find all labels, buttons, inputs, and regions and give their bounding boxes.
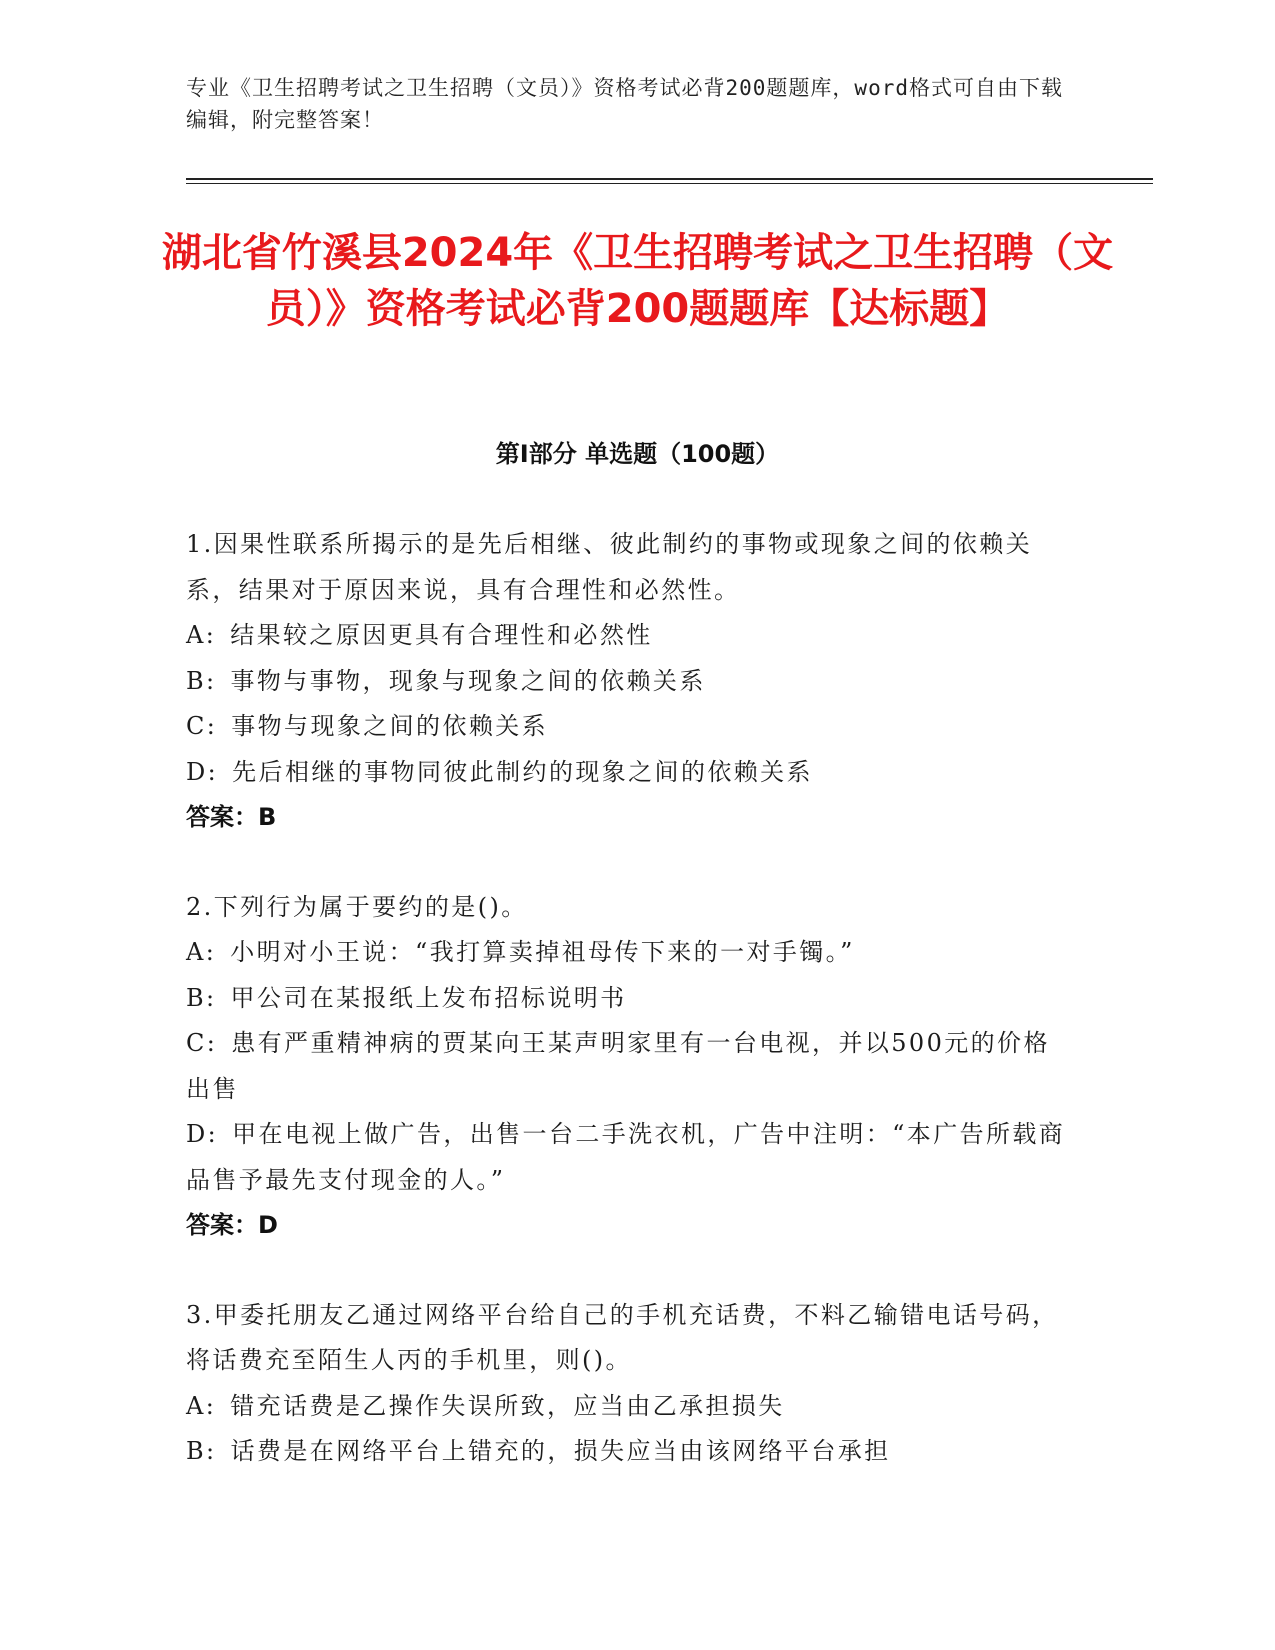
option-b bbox=[186, 659, 1066, 705]
option-label: A: bbox=[186, 621, 217, 649]
option-label: C: bbox=[186, 712, 218, 740]
option-label: C: bbox=[186, 1029, 218, 1057]
option-label: A: bbox=[186, 938, 217, 966]
question-list bbox=[186, 522, 1066, 1519]
option-text: 事物与事物，现象与现象之间的依赖关系 bbox=[230, 666, 706, 695]
option-b bbox=[186, 1429, 1066, 1475]
option-text: 甲公司在某报纸上发布招标说明书 bbox=[230, 983, 627, 1012]
option-text: 甲在电视上做广告，出售一台二手洗衣机，广告中注明：“本广告所载商品售予最先支付现金的人。” bbox=[186, 1120, 1066, 1194]
option-text: 话费是在网络平台上错充的，损失应当由该网络平台承担 bbox=[230, 1437, 891, 1465]
option-text: 患有严重精神病的贾某向王某声明家里有一台电视，并以500元的价格出售 bbox=[186, 1029, 1050, 1103]
option-d bbox=[186, 1112, 1066, 1203]
header-rule-thick bbox=[186, 178, 1153, 180]
option-label: D: bbox=[186, 1120, 219, 1148]
answer-key: 答案：D bbox=[186, 1211, 278, 1239]
header-note: 专业《卫生招聘考试之卫生招聘（文员）》资格考试必背200题题库，word格式可自由下载编辑，附完整答案！ bbox=[186, 76, 1063, 132]
question-2 bbox=[186, 885, 1066, 1249]
option-text: 小明对小王说：“我打算卖掉祖母传下来的一对手镯。” bbox=[230, 938, 855, 966]
question-3 bbox=[186, 1293, 1066, 1475]
question-stem: 2.下列行为属于要约的是()。 bbox=[186, 892, 528, 921]
option-c bbox=[186, 704, 1066, 750]
option-d bbox=[186, 750, 1066, 796]
document-title: 湖北省竹溪县2024年《卫生招聘考试之卫生招聘（文员）》资格考试必背200题题库【达标题】 bbox=[161, 230, 1114, 332]
option-label: B: bbox=[186, 666, 217, 695]
option-b bbox=[186, 976, 1066, 1022]
question-stem: 1.因果性联系所揭示的是先后相继、彼此制约的事物或现象之间的依赖关系，结果对于原因来说，具有合理性和必然性。 bbox=[186, 530, 1033, 604]
section-heading: 第Ⅰ部分 单选题（100题） bbox=[495, 440, 780, 468]
option-text: 事物与现象之间的依赖关系 bbox=[231, 712, 549, 740]
option-text: 先后相继的事物同彼此制约的现象之间的依赖关系 bbox=[232, 757, 813, 786]
header-rule-thin bbox=[186, 183, 1153, 184]
option-a bbox=[186, 930, 1066, 976]
option-text: 错充话费是乙操作失误所致，应当由乙承担损失 bbox=[230, 1391, 785, 1420]
answer-key: 答案：B bbox=[186, 803, 277, 831]
option-a bbox=[186, 613, 1066, 659]
option-label: B: bbox=[186, 1437, 217, 1465]
option-label: A: bbox=[186, 1391, 217, 1420]
option-a bbox=[186, 1384, 1066, 1430]
option-label: D: bbox=[186, 757, 219, 786]
option-label: B: bbox=[186, 983, 217, 1012]
question-1 bbox=[186, 522, 1066, 841]
option-c bbox=[186, 1021, 1066, 1112]
option-text: 结果较之原因更具有合理性和必然性 bbox=[230, 621, 653, 649]
question-stem: 3.甲委托朋友乙通过网络平台给自己的手机充话费，不料乙输错电话号码，将话费充至陌生人丙的手机里，则()。 bbox=[186, 1300, 1059, 1374]
